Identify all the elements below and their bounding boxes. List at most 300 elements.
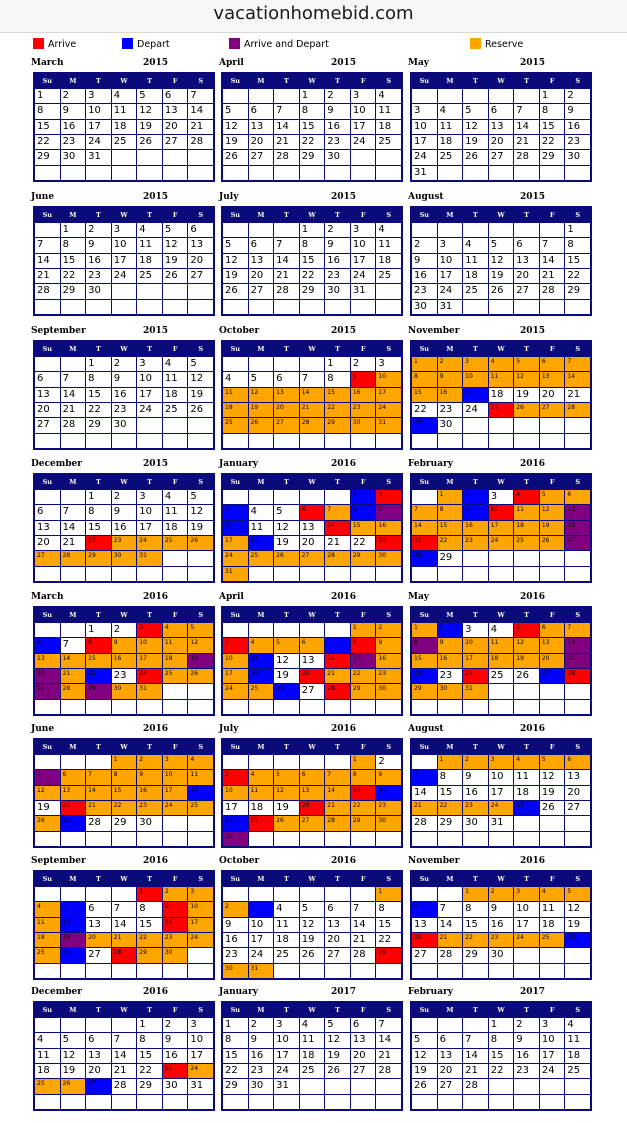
day-cell-reserve[interactable]: 31 — [376, 418, 401, 432]
day-cell[interactable]: 5 — [163, 223, 188, 237]
day-cell-reserve[interactable]: 15 — [86, 654, 111, 668]
day-cell-reserve[interactable]: 25 — [223, 418, 248, 432]
day-cell-both[interactable]: 8 — [412, 638, 437, 652]
day-cell[interactable]: 27 — [489, 150, 514, 164]
day-cell-reserve[interactable]: 9 — [376, 638, 401, 652]
day-cell[interactable]: 5 — [412, 1033, 437, 1047]
day-cell-reserve[interactable]: 8 — [351, 770, 376, 784]
day-cell-reserve[interactable]: 20 — [274, 403, 299, 417]
day-cell[interactable]: 9 — [463, 770, 488, 784]
day-cell[interactable]: 12 — [325, 1033, 350, 1047]
day-cell[interactable]: 17 — [412, 135, 437, 149]
day-cell[interactable]: 31 — [351, 284, 376, 298]
day-cell[interactable]: 28 — [112, 1079, 137, 1093]
day-cell[interactable]: 27 — [438, 1079, 463, 1093]
day-cell[interactable]: 5 — [223, 104, 248, 118]
day-cell[interactable]: 19 — [223, 135, 248, 149]
day-cell[interactable]: 3 — [86, 89, 111, 103]
day-cell-reserve[interactable]: 4 — [35, 902, 60, 916]
day-cell[interactable]: 3 — [463, 623, 488, 637]
day-cell-arrive[interactable]: 8 — [351, 638, 376, 652]
day-cell[interactable]: 11 — [249, 521, 274, 535]
day-cell[interactable]: 20 — [489, 135, 514, 149]
day-cell[interactable]: 15 — [463, 918, 488, 932]
day-cell[interactable]: 24 — [351, 135, 376, 149]
day-cell-reserve[interactable]: 31 — [137, 551, 162, 565]
day-cell[interactable]: 5 — [325, 1018, 350, 1032]
day-cell[interactable]: 10 — [412, 120, 437, 134]
day-cell-reserve[interactable]: 29 — [351, 684, 376, 698]
day-cell[interactable]: 22 — [35, 135, 60, 149]
day-cell[interactable]: 11 — [438, 120, 463, 134]
day-cell-reserve[interactable]: 19 — [540, 521, 565, 535]
day-cell[interactable]: 28 — [376, 1064, 401, 1078]
day-cell-reserve[interactable]: 14 — [300, 388, 325, 402]
day-cell[interactable]: 17 — [223, 801, 248, 815]
day-cell-reserve[interactable]: 5 — [188, 623, 213, 637]
day-cell[interactable]: 23 — [86, 269, 111, 283]
day-cell-reserve[interactable]: 4 — [249, 770, 274, 784]
day-cell-depart[interactable]: 7 — [325, 638, 350, 652]
day-cell[interactable]: 30 — [112, 418, 137, 432]
day-cell-depart[interactable]: 5 — [61, 902, 86, 916]
day-cell-arrive[interactable]: 24 — [137, 669, 162, 683]
day-cell[interactable]: 17 — [137, 388, 162, 402]
day-cell[interactable]: 23 — [61, 135, 86, 149]
day-cell-reserve[interactable]: 21 — [325, 669, 350, 683]
day-cell[interactable]: 17 — [112, 254, 137, 268]
day-cell[interactable]: 22 — [137, 1064, 162, 1078]
day-cell[interactable]: 1 — [489, 1018, 514, 1032]
day-cell-arrive[interactable]: 10 — [489, 505, 514, 519]
day-cell[interactable]: 20 — [188, 254, 213, 268]
day-cell[interactable]: 26 — [514, 669, 539, 683]
day-cell-reserve[interactable]: 3 — [163, 755, 188, 769]
day-cell[interactable]: 8 — [61, 238, 86, 252]
day-cell[interactable]: 3 — [351, 89, 376, 103]
day-cell-reserve[interactable]: 12 — [35, 786, 60, 800]
day-cell-reserve[interactable]: 18 — [223, 403, 248, 417]
day-cell[interactable]: 18 — [376, 120, 401, 134]
day-cell-reserve[interactable]: 25 — [35, 1079, 60, 1093]
day-cell-depart[interactable]: 12 — [61, 918, 86, 932]
day-cell[interactable]: 30 — [325, 150, 350, 164]
day-cell-arrive[interactable]: 14 — [325, 521, 350, 535]
day-cell[interactable]: 29 — [540, 150, 565, 164]
day-cell[interactable]: 9 — [489, 902, 514, 916]
day-cell[interactable]: 7 — [35, 238, 60, 252]
day-cell[interactable]: 29 — [223, 1079, 248, 1093]
day-cell[interactable]: 24 — [438, 284, 463, 298]
day-cell[interactable]: 31 — [438, 300, 463, 314]
day-cell-reserve[interactable]: 25 — [188, 801, 213, 815]
day-cell-depart[interactable]: 8 — [351, 505, 376, 519]
day-cell[interactable]: 12 — [137, 104, 162, 118]
day-cell[interactable]: 20 — [300, 536, 325, 550]
day-cell-reserve[interactable]: 31 — [223, 567, 248, 581]
day-cell[interactable]: 6 — [188, 223, 213, 237]
day-cell-reserve[interactable]: 27 — [35, 551, 60, 565]
day-cell[interactable]: 5 — [300, 902, 325, 916]
day-cell-reserve[interactable]: 17 — [463, 654, 488, 668]
day-cell-reserve[interactable]: 7 — [565, 623, 590, 637]
day-cell[interactable]: 23 — [112, 403, 137, 417]
day-cell-reserve[interactable]: 6 — [565, 755, 590, 769]
day-cell[interactable]: 16 — [112, 521, 137, 535]
day-cell[interactable]: 25 — [376, 269, 401, 283]
day-cell-reserve[interactable]: 25 — [514, 536, 539, 550]
day-cell[interactable]: 14 — [463, 1049, 488, 1063]
day-cell[interactable]: 28 — [540, 284, 565, 298]
day-cell[interactable]: 8 — [35, 104, 60, 118]
day-cell[interactable]: 11 — [463, 254, 488, 268]
day-cell[interactable]: 29 — [463, 948, 488, 962]
day-cell[interactable]: 2 — [351, 357, 376, 371]
day-cell[interactable]: 15 — [565, 254, 590, 268]
day-cell-reserve[interactable]: 27 — [274, 418, 299, 432]
day-cell[interactable]: 21 — [188, 120, 213, 134]
day-cell-both[interactable]: 15 — [351, 654, 376, 668]
day-cell-reserve[interactable]: 17 — [376, 388, 401, 402]
day-cell[interactable]: 18 — [565, 1049, 590, 1063]
day-cell[interactable]: 6 — [249, 104, 274, 118]
day-cell-depart[interactable]: 29 — [412, 418, 437, 432]
day-cell[interactable]: 14 — [351, 918, 376, 932]
day-cell[interactable]: 7 — [463, 1033, 488, 1047]
day-cell[interactable]: 26 — [412, 1079, 437, 1093]
day-cell[interactable]: 11 — [514, 770, 539, 784]
day-cell-arrive[interactable]: 29 — [376, 948, 401, 962]
day-cell-reserve[interactable]: 23 — [351, 403, 376, 417]
day-cell-arrive[interactable]: 20 — [300, 669, 325, 683]
day-cell[interactable]: 16 — [325, 120, 350, 134]
day-cell[interactable]: 26 — [188, 403, 213, 417]
day-cell-both[interactable]: 19 — [188, 654, 213, 668]
day-cell-arrive[interactable]: 24 — [463, 669, 488, 683]
day-cell[interactable]: 8 — [463, 902, 488, 916]
day-cell[interactable]: 7 — [274, 238, 299, 252]
day-cell[interactable]: 19 — [514, 388, 539, 402]
day-cell[interactable]: 16 — [412, 269, 437, 283]
day-cell-both[interactable]: 5 — [35, 770, 60, 784]
day-cell[interactable]: 19 — [274, 801, 299, 815]
day-cell-both[interactable]: 14 — [565, 638, 590, 652]
day-cell[interactable]: 10 — [514, 902, 539, 916]
day-cell-reserve[interactable]: 11 — [163, 638, 188, 652]
day-cell-both[interactable]: 21 — [565, 654, 590, 668]
day-cell-reserve[interactable]: 7 — [325, 505, 350, 519]
day-cell-reserve[interactable]: 6 — [61, 770, 86, 784]
day-cell-reserve[interactable]: 13 — [300, 786, 325, 800]
day-cell-reserve[interactable]: 23 — [112, 536, 137, 550]
day-cell-reserve[interactable]: 23 — [463, 536, 488, 550]
day-cell-reserve[interactable]: 5 — [274, 770, 299, 784]
day-cell[interactable]: 30 — [249, 1079, 274, 1093]
day-cell-arrive[interactable]: 28 — [112, 948, 137, 962]
day-cell[interactable]: 21 — [35, 269, 60, 283]
day-cell[interactable]: 22 — [300, 135, 325, 149]
day-cell-reserve[interactable]: 10 — [463, 372, 488, 386]
day-cell[interactable]: 2 — [325, 223, 350, 237]
day-cell[interactable]: 26 — [223, 150, 248, 164]
day-cell-arrive[interactable]: 9 — [163, 902, 188, 916]
day-cell[interactable]: 19 — [188, 521, 213, 535]
day-cell[interactable]: 22 — [86, 403, 111, 417]
day-cell-reserve[interactable]: 24 — [188, 933, 213, 947]
day-cell[interactable]: 26 — [325, 1064, 350, 1078]
day-cell[interactable]: 7 — [351, 902, 376, 916]
day-cell[interactable]: 18 — [300, 1049, 325, 1063]
day-cell[interactable]: 19 — [300, 933, 325, 947]
day-cell-reserve[interactable]: 16 — [438, 388, 463, 402]
day-cell-reserve[interactable]: 31 — [463, 684, 488, 698]
day-cell[interactable]: 15 — [300, 120, 325, 134]
day-cell[interactable]: 19 — [35, 801, 60, 815]
day-cell[interactable]: 16 — [163, 1049, 188, 1063]
day-cell-reserve[interactable]: 26 — [188, 669, 213, 683]
day-cell[interactable]: 14 — [35, 254, 60, 268]
day-cell[interactable]: 27 — [325, 948, 350, 962]
day-cell[interactable]: 15 — [35, 120, 60, 134]
day-cell-reserve[interactable]: 21 — [86, 801, 111, 815]
day-cell-reserve[interactable]: 7 — [565, 357, 590, 371]
day-cell-reserve[interactable]: 1 — [376, 887, 401, 901]
day-cell-depart[interactable]: 26 — [61, 948, 86, 962]
day-cell-depart[interactable]: 27 — [540, 669, 565, 683]
day-cell[interactable]: 18 — [463, 269, 488, 283]
day-cell-reserve[interactable]: 16 — [463, 521, 488, 535]
day-cell[interactable]: 2 — [565, 89, 590, 103]
day-cell-both[interactable]: 13 — [565, 505, 590, 519]
day-cell[interactable]: 21 — [274, 269, 299, 283]
day-cell[interactable]: 17 — [540, 1049, 565, 1063]
day-cell[interactable]: 4 — [35, 1033, 60, 1047]
day-cell-reserve[interactable]: 24 — [376, 403, 401, 417]
day-cell-arrive[interactable]: 22 — [86, 536, 111, 550]
day-cell[interactable]: 21 — [514, 135, 539, 149]
day-cell[interactable]: 24 — [412, 150, 437, 164]
day-cell-arrive[interactable]: 23 — [163, 1064, 188, 1078]
day-cell-arrive[interactable]: 28 — [565, 669, 590, 683]
day-cell-reserve[interactable]: 4 — [514, 755, 539, 769]
day-cell[interactable]: 25 — [489, 669, 514, 683]
day-cell[interactable]: 30 — [489, 948, 514, 962]
day-cell[interactable]: 8 — [137, 902, 162, 916]
day-cell[interactable]: 14 — [540, 254, 565, 268]
day-cell-depart[interactable]: 17 — [463, 388, 488, 402]
day-cell[interactable]: 19 — [61, 1064, 86, 1078]
day-cell[interactable]: 19 — [274, 669, 299, 683]
day-cell-reserve[interactable]: 14 — [565, 372, 590, 386]
day-cell[interactable]: 22 — [351, 536, 376, 550]
day-cell[interactable]: 28 — [514, 150, 539, 164]
day-cell[interactable]: 19 — [412, 1064, 437, 1078]
day-cell[interactable]: 13 — [188, 238, 213, 252]
day-cell-reserve[interactable]: 24 — [188, 1064, 213, 1078]
day-cell[interactable]: 17 — [188, 1049, 213, 1063]
day-cell[interactable]: 16 — [325, 254, 350, 268]
day-cell[interactable]: 19 — [565, 918, 590, 932]
day-cell[interactable]: 5 — [274, 505, 299, 519]
day-cell[interactable]: 9 — [86, 238, 111, 252]
day-cell-depart[interactable]: 10 — [223, 521, 248, 535]
day-cell-reserve[interactable]: 24 — [223, 551, 248, 565]
day-cell[interactable]: 20 — [35, 403, 60, 417]
day-cell-reserve[interactable]: 29 — [137, 948, 162, 962]
day-cell[interactable]: 26 — [223, 284, 248, 298]
day-cell[interactable]: 3 — [137, 357, 162, 371]
day-cell-reserve[interactable]: 25 — [163, 669, 188, 683]
day-cell-reserve[interactable]: 30 — [112, 551, 137, 565]
day-cell[interactable]: 6 — [351, 1018, 376, 1032]
day-cell[interactable]: 12 — [540, 770, 565, 784]
day-cell[interactable]: 16 — [489, 918, 514, 932]
day-cell[interactable]: 15 — [489, 1049, 514, 1063]
day-cell[interactable]: 9 — [565, 104, 590, 118]
day-cell-reserve[interactable]: 17 — [223, 536, 248, 550]
day-cell[interactable]: 14 — [274, 254, 299, 268]
day-cell[interactable]: 5 — [489, 238, 514, 252]
day-cell[interactable]: 22 — [300, 269, 325, 283]
day-cell[interactable]: 20 — [565, 786, 590, 800]
day-cell[interactable]: 2 — [376, 755, 401, 769]
day-cell-depart[interactable]: 18 — [249, 536, 274, 550]
day-cell[interactable]: 24 — [137, 403, 162, 417]
day-cell[interactable]: 4 — [223, 372, 248, 386]
day-cell-reserve[interactable]: 6 — [565, 490, 590, 504]
day-cell-reserve[interactable]: 14 — [325, 786, 350, 800]
day-cell[interactable]: 11 — [540, 902, 565, 916]
day-cell-reserve[interactable]: 18 — [489, 654, 514, 668]
day-cell-reserve[interactable]: 31 — [249, 964, 274, 978]
day-cell[interactable]: 7 — [112, 1033, 137, 1047]
day-cell-reserve[interactable]: 16 — [137, 786, 162, 800]
day-cell-reserve[interactable]: 10 — [376, 372, 401, 386]
day-cell[interactable]: 1 — [325, 357, 350, 371]
day-cell[interactable]: 14 — [61, 388, 86, 402]
day-cell[interactable]: 20 — [438, 1064, 463, 1078]
day-cell[interactable]: 14 — [438, 918, 463, 932]
day-cell-reserve[interactable]: 25 — [540, 933, 565, 947]
day-cell[interactable]: 17 — [489, 786, 514, 800]
day-cell[interactable]: 3 — [489, 490, 514, 504]
day-cell[interactable]: 15 — [137, 918, 162, 932]
day-cell-reserve[interactable]: 8 — [112, 770, 137, 784]
day-cell[interactable]: 11 — [137, 238, 162, 252]
day-cell-reserve[interactable]: 9 — [376, 770, 401, 784]
day-cell[interactable]: 16 — [61, 120, 86, 134]
day-cell[interactable]: 3 — [137, 490, 162, 504]
day-cell[interactable]: 12 — [274, 521, 299, 535]
day-cell[interactable]: 20 — [325, 933, 350, 947]
day-cell[interactable]: 10 — [351, 238, 376, 252]
day-cell[interactable]: 24 — [463, 403, 488, 417]
day-cell[interactable]: 22 — [223, 1064, 248, 1078]
day-cell[interactable]: 30 — [325, 284, 350, 298]
day-cell-reserve[interactable]: 28 — [325, 816, 350, 830]
day-cell[interactable]: 1 — [540, 89, 565, 103]
day-cell[interactable]: 19 — [325, 1049, 350, 1063]
day-cell[interactable]: 1 — [300, 223, 325, 237]
day-cell-reserve[interactable]: 13 — [274, 388, 299, 402]
day-cell-arrive[interactable]: 20 — [412, 933, 437, 947]
day-cell-reserve[interactable]: 9 — [438, 372, 463, 386]
day-cell[interactable]: 19 — [137, 120, 162, 134]
day-cell[interactable]: 4 — [112, 89, 137, 103]
day-cell-reserve[interactable]: 11 — [223, 388, 248, 402]
day-cell[interactable]: 5 — [188, 490, 213, 504]
day-cell-arrive[interactable]: 23 — [376, 536, 401, 550]
day-cell[interactable]: 1 — [86, 623, 111, 637]
day-cell[interactable]: 7 — [112, 902, 137, 916]
day-cell-reserve[interactable]: 11 — [514, 505, 539, 519]
day-cell-reserve[interactable]: 15 — [412, 654, 437, 668]
day-cell[interactable]: 9 — [412, 254, 437, 268]
day-cell-reserve[interactable]: 4 — [489, 357, 514, 371]
day-cell[interactable]: 11 — [376, 104, 401, 118]
day-cell-reserve[interactable]: 2 — [223, 902, 248, 916]
day-cell[interactable]: 30 — [137, 816, 162, 830]
day-cell[interactable]: 17 — [274, 1049, 299, 1063]
day-cell-reserve[interactable]: 26 — [249, 418, 274, 432]
day-cell-reserve[interactable]: 28 — [61, 684, 86, 698]
day-cell[interactable]: 29 — [565, 284, 590, 298]
day-cell[interactable]: 6 — [35, 372, 60, 386]
day-cell[interactable]: 19 — [274, 536, 299, 550]
day-cell[interactable]: 23 — [438, 403, 463, 417]
day-cell[interactable]: 7 — [300, 372, 325, 386]
day-cell[interactable]: 10 — [188, 1033, 213, 1047]
day-cell[interactable]: 22 — [540, 135, 565, 149]
day-cell[interactable]: 28 — [35, 284, 60, 298]
day-cell-reserve[interactable]: 17 — [163, 786, 188, 800]
day-cell[interactable]: 6 — [489, 104, 514, 118]
day-cell-reserve[interactable]: 16 — [438, 654, 463, 668]
day-cell[interactable]: 12 — [412, 1049, 437, 1063]
day-cell[interactable]: 20 — [351, 1049, 376, 1063]
day-cell[interactable]: 5 — [249, 372, 274, 386]
day-cell[interactable]: 15 — [86, 388, 111, 402]
day-cell-depart[interactable]: 22 — [412, 669, 437, 683]
day-cell-reserve[interactable]: 9 — [438, 638, 463, 652]
day-cell[interactable]: 28 — [438, 948, 463, 962]
day-cell[interactable]: 31 — [188, 1079, 213, 1093]
day-cell[interactable]: 17 — [351, 120, 376, 134]
day-cell[interactable]: 24 — [249, 948, 274, 962]
day-cell-reserve[interactable]: 21 — [412, 801, 437, 815]
day-cell-reserve[interactable]: 23 — [376, 801, 401, 815]
day-cell[interactable]: 9 — [112, 505, 137, 519]
day-cell[interactable]: 11 — [274, 918, 299, 932]
day-cell[interactable]: 2 — [86, 223, 111, 237]
day-cell-reserve[interactable]: 22 — [463, 933, 488, 947]
day-cell-reserve[interactable]: 26 — [35, 816, 60, 830]
day-cell-depart[interactable]: 9 — [463, 505, 488, 519]
day-cell[interactable]: 13 — [300, 521, 325, 535]
day-cell[interactable]: 25 — [300, 1064, 325, 1078]
day-cell-reserve[interactable]: 22 — [325, 403, 350, 417]
day-cell-reserve[interactable]: 26 — [540, 536, 565, 550]
day-cell[interactable]: 17 — [351, 254, 376, 268]
day-cell[interactable]: 2 — [112, 490, 137, 504]
day-cell-reserve[interactable]: 15 — [412, 388, 437, 402]
day-cell[interactable]: 7 — [376, 1018, 401, 1032]
day-cell-reserve[interactable]: 15 — [112, 786, 137, 800]
day-cell-reserve[interactable]: 30 — [438, 684, 463, 698]
day-cell[interactable]: 28 — [351, 948, 376, 962]
day-cell-reserve[interactable]: 2 — [463, 755, 488, 769]
day-cell[interactable]: 15 — [300, 254, 325, 268]
